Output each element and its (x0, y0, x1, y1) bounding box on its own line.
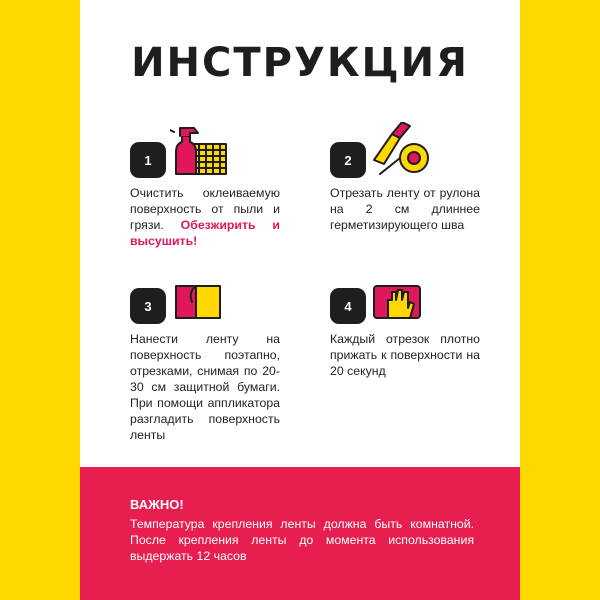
step-number-badge: 4 (330, 288, 366, 324)
step-text: Отрезать ленту от рулона на 2 см длиннее герметизирующего шва (330, 186, 480, 232)
instruction-card (80, 0, 520, 600)
tape-paper-icon (170, 282, 226, 331)
spray-bottle-sponge-icon (170, 124, 232, 185)
important-banner (80, 467, 520, 600)
knife-tape-icon (370, 122, 432, 183)
step-text: Каждый отрезок плотно прижать к поверхности на 20 секунд (330, 332, 480, 378)
step-instruction: Очистить оклеиваемую поверхность от пыли и грязи. (130, 186, 280, 232)
step-number-badge: 3 (130, 288, 166, 324)
step-number-badge: 2 (330, 142, 366, 178)
hand-press-icon (370, 282, 426, 331)
step-text (130, 185, 280, 249)
important-title: ВАЖНО! (130, 497, 184, 512)
step-number-badge: 1 (130, 142, 166, 178)
page-title: ИНСТРУКЦИЯ (131, 40, 469, 86)
important-text: Температура крепления ленты должна быть комнатной. После крепления ленты до момента использования выдержать 12 часов (130, 517, 474, 563)
step-accent: Обезжирить и высушить! (130, 218, 280, 248)
step-text: Нанести ленту на поверхность поэтапно, отрезками, снимая по 20-30 см защитной бумаги. При помощи аппликатора разгладить поверхность ленты (130, 332, 280, 442)
